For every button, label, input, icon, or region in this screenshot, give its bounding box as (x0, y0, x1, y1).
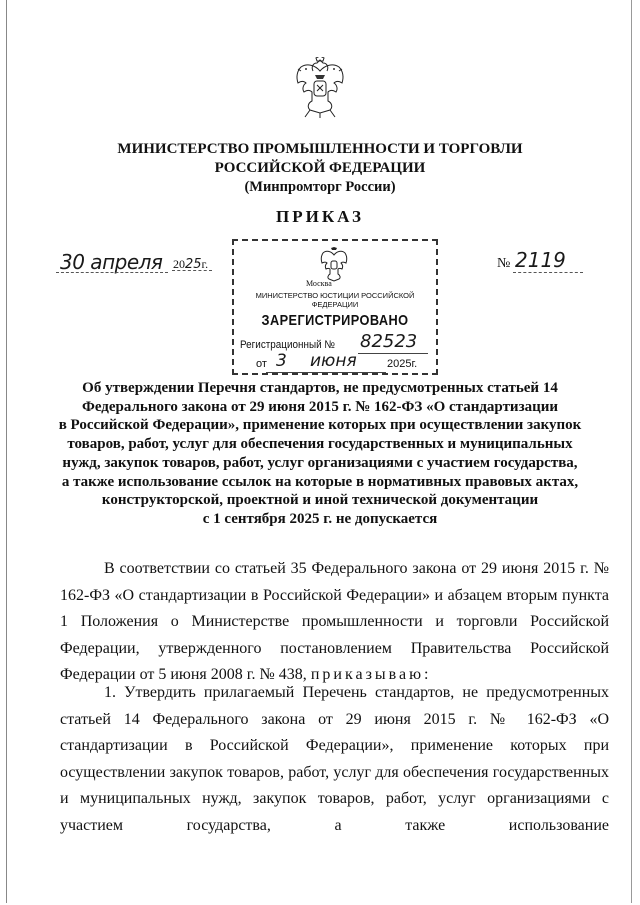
body-paragraph-preamble (60, 556, 609, 689)
stamp-date-line (266, 372, 386, 373)
year-underline (172, 270, 212, 271)
ministry-name-line2: РОССИЙСКОЙ ФЕДЕРАЦИИ (214, 160, 426, 176)
preamble-text: В соответствии со статьей 35 Федерального закона от 29 июня 2015 г. № 162-ФЗ «О стандартизации в Российской Федерации» и абзацем вторым пункта 1 Положения о Министерстве промышленности и торговли Российской Федерации, утвержденного постановлением Правительства Российской Федерации от 5 июня 2008 г. № 438, (60, 560, 609, 683)
order-date-handwritten: 30 апреля (60, 250, 163, 274)
stamp-number-line (358, 353, 428, 354)
stamp-year: 2025г. (387, 358, 418, 370)
year-prefix: 20 (173, 257, 185, 271)
order-subject (40, 379, 600, 529)
year-handwritten: 25 (185, 257, 202, 272)
ministry-short-name: (Минпромторг России) (244, 179, 396, 195)
command-word: приказываю: (310, 666, 432, 683)
registration-stamp (232, 239, 438, 375)
number-underline (513, 272, 583, 273)
stamp-city: Москва (306, 279, 332, 288)
subject-line: а также использование ссылок на которые в нормативных правовых актах, (61, 473, 579, 490)
stamp-registration-number: 82523 (360, 331, 418, 352)
order-number-handwritten: 2119 (515, 248, 566, 272)
stamp-registered-label: ЗАРЕГИСТРИРОВАНО (261, 312, 409, 329)
stamp-coat-of-arms-icon (319, 247, 349, 283)
stamp-registration-label: Регистрационный № (240, 339, 335, 351)
item-1-text: 1. Утвердить прилагаемый Перечень стандартов, не предусмотренных статьей 14 Федерального закона от 29 июня 2015 г. № 162-ФЗ «О стандартизации в Российской Федерации», применение которых при осуществлении закупок товаров, работ, услуг для обеспечения государственных и муниципальных нужд, закупок товаров, работ, услуг организациями с участием государства, а также использование (60, 684, 609, 834)
subject-line: с 1 сентября 2025 г. не допускается (202, 510, 438, 527)
subject-line: Об утверждении Перечня стандартов, не предусмотренных статьей 14 (82, 380, 558, 396)
subject-line: товаров, работ, услуг для обеспечения государственных и муниципальных (67, 436, 573, 453)
body-paragraph-item-1 (60, 680, 609, 839)
stamp-ministry: МИНИСТЕРСТВО ЮСТИЦИИ РОССИЙСКОЙ ФЕДЕРАЦИИ (255, 291, 415, 309)
stamp-day: 3 (276, 351, 287, 371)
subject-line: конструкторской, проектной и иной технической документации (101, 492, 539, 509)
subject-line: Федерального закона от 29 июня 2015 г. № 162-ФЗ «О стандартизации (81, 398, 559, 415)
subject-line: в Российской Федерации», применение которых при осуществлении закупок (58, 417, 582, 434)
date-underline (56, 272, 168, 273)
ministry-name: МИНИСТЕРСТВО ПРОМЫШЛЕННОСТИ И ТОРГОВЛИ (117, 141, 523, 157)
order-number-label: № (497, 256, 511, 271)
stamp-month: июня (310, 351, 357, 371)
coat-of-arms-icon (293, 57, 347, 119)
stamp-from-label: от (256, 358, 267, 370)
subject-line: нужд, закупок товаров, работ, услуг организациями с участием государства, (62, 454, 578, 471)
year-suffix: г. (201, 257, 209, 271)
document-type-title: ПРИКАЗ (276, 207, 364, 226)
